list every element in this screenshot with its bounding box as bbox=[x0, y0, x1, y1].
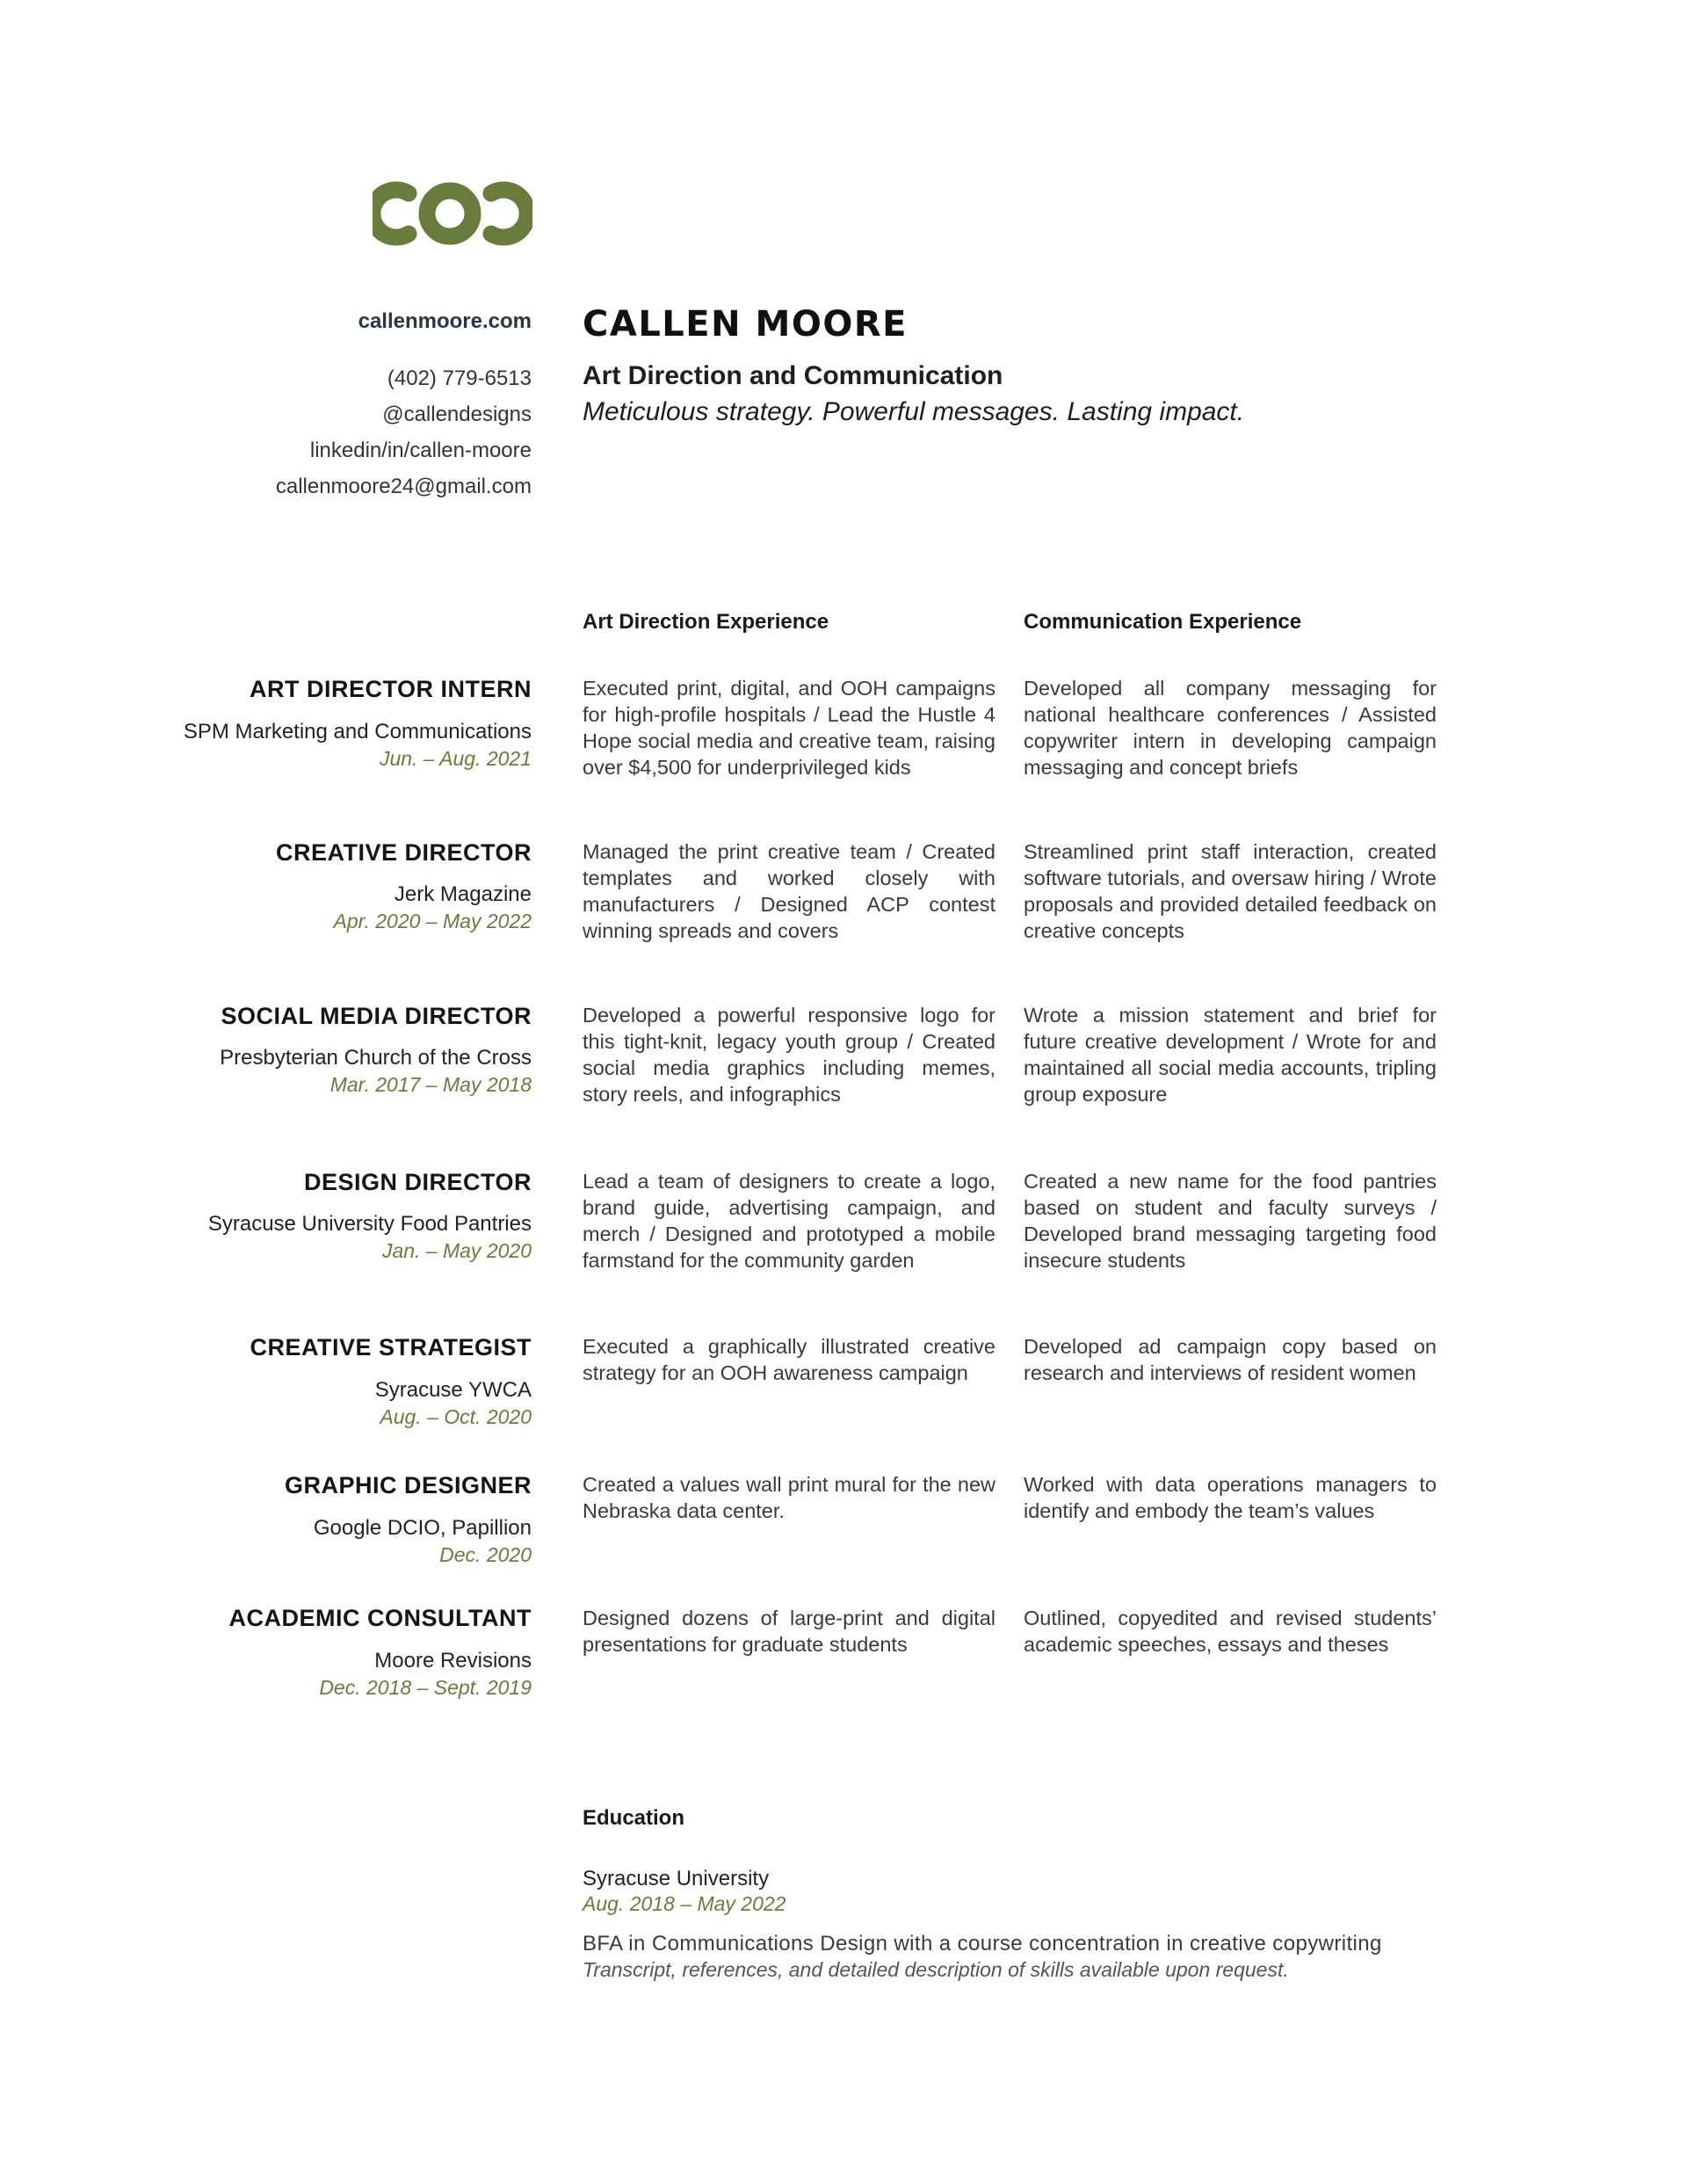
communication-description: Wrote a mission statement and brief for future creative development / Wrote for and maintained all social media accounts, tripling group exposure bbox=[1024, 1004, 1437, 1106]
art-direction-description: Developed a powerful responsive logo for this tight-knit, legacy youth group / Created social media graphics including memes, story reels, and infographics bbox=[583, 1004, 996, 1106]
role-organization: Jerk Magazine bbox=[394, 882, 532, 906]
art-direction-description: Managed the print creative team / Created templates and worked closely with manufacturers / Designed ACP contest winning spreads and covers bbox=[583, 840, 996, 942]
role-title: SOCIAL MEDIA DIRECTOR bbox=[221, 1003, 532, 1029]
role-dates: Aug. – Oct. 2020 bbox=[380, 1405, 532, 1428]
art-direction-description: Executed a graphically illustrated creative strategy for an OOH awareness campaign bbox=[583, 1335, 996, 1384]
role-title: CREATIVE DIRECTOR bbox=[275, 839, 532, 866]
role-organization: SPM Marketing and Communications bbox=[183, 720, 532, 744]
social-handle[interactable]: @callendesigns bbox=[382, 403, 532, 426]
email-link[interactable]: callenmoore24@gmail.com bbox=[275, 475, 532, 498]
phone-number[interactable]: (402) 779-6513 bbox=[387, 366, 532, 390]
role-dates: Mar. 2017 – May 2018 bbox=[329, 1073, 532, 1096]
communication-description: Outlined, copyedited and revised students’ academic speeches, essays and theses bbox=[1024, 1607, 1437, 1656]
art-direction-description: Executed print, digital, and OOH campaigns for high-profile hospitals / Lead the Hustle 4 Hope social media and creative team, raising over $4,500 for underprivileged kids bbox=[583, 677, 996, 779]
role-dates: Jan. – May 2020 bbox=[381, 1239, 532, 1262]
role-title: GRAPHIC DESIGNER bbox=[284, 1472, 532, 1498]
education-heading: Education bbox=[583, 1806, 685, 1830]
communication-description: Developed all company messaging for national healthcare conferences / Assisted copywriter intern in developing campaign messaging and concept briefs bbox=[1024, 677, 1437, 779]
art-direction-description: Lead a team of designers to create a logo, brand guide, advertising campaign, and merch / Designed and prototyped a mobile farmstand for the community garden bbox=[583, 1170, 996, 1272]
communication-heading: Communication Experience bbox=[1024, 610, 1302, 634]
role-dates: Dec. 2018 – Sept. 2019 bbox=[319, 1676, 532, 1699]
role-organization: Presbyterian Church of the Cross bbox=[220, 1046, 532, 1070]
linkedin-link[interactable]: linkedin/in/callen-moore bbox=[309, 439, 532, 462]
communication-description: Created a new name for the food pantries based on student and faculty surveys / Developed brand messaging targeting food insecure students bbox=[1024, 1170, 1437, 1272]
role-organization: Google DCIO, Papillion bbox=[313, 1516, 532, 1540]
cm-monogram-logo bbox=[373, 178, 532, 249]
role-organization: Syracuse University Food Pantries bbox=[207, 1212, 532, 1236]
role-title: CREATIVE STRATEGIST bbox=[250, 1334, 532, 1360]
communication-description: Streamlined print staff interaction, created software tutorials, and oversaw hiring / Wrote proposals and provided detailed feedback on creative concepts bbox=[1024, 840, 1437, 942]
role-dates: Dec. 2020 bbox=[439, 1543, 532, 1566]
role-organization: Syracuse YWCA bbox=[374, 1378, 532, 1402]
role-title: ACADEMIC CONSULTANT bbox=[228, 1605, 532, 1631]
art-direction-description: Created a values wall print mural for the new Nebraska data center. bbox=[583, 1473, 996, 1522]
role-organization: Moore Revisions bbox=[374, 1649, 532, 1672]
references-note: Transcript, references, and detailed description of skills available upon request. bbox=[583, 1958, 1289, 1981]
role-dates: Apr. 2020 – May 2022 bbox=[333, 910, 532, 932]
education-dates: Aug. 2018 – May 2022 bbox=[583, 1892, 786, 1915]
art-direction-description: Designed dozens of large-print and digital presentations for graduate students bbox=[583, 1607, 996, 1656]
subtitle: Art Direction and Communication bbox=[583, 361, 1003, 390]
education-school: Syracuse University bbox=[583, 1867, 770, 1890]
education-degree: BFA in Communications Design with a course concentration in creative copywriting bbox=[583, 1932, 1382, 1955]
role-dates: Jun. – Aug. 2021 bbox=[379, 747, 532, 770]
website-link[interactable]: callenmoore.com bbox=[358, 309, 532, 333]
tagline: Meticulous strategy. Powerful messages. Lasting impact. bbox=[583, 397, 1245, 426]
role-title: DESIGN DIRECTOR bbox=[303, 1169, 532, 1195]
art-direction-heading: Art Direction Experience bbox=[583, 610, 829, 634]
role-title: ART DIRECTOR INTERN bbox=[249, 676, 532, 702]
communication-description: Developed ad campaign copy based on research and interviews of resident women bbox=[1024, 1335, 1437, 1384]
communication-description: Worked with data operations managers to identify and embody the team’s values bbox=[1024, 1473, 1437, 1522]
page-title: CALLEN MOORE bbox=[583, 304, 908, 345]
